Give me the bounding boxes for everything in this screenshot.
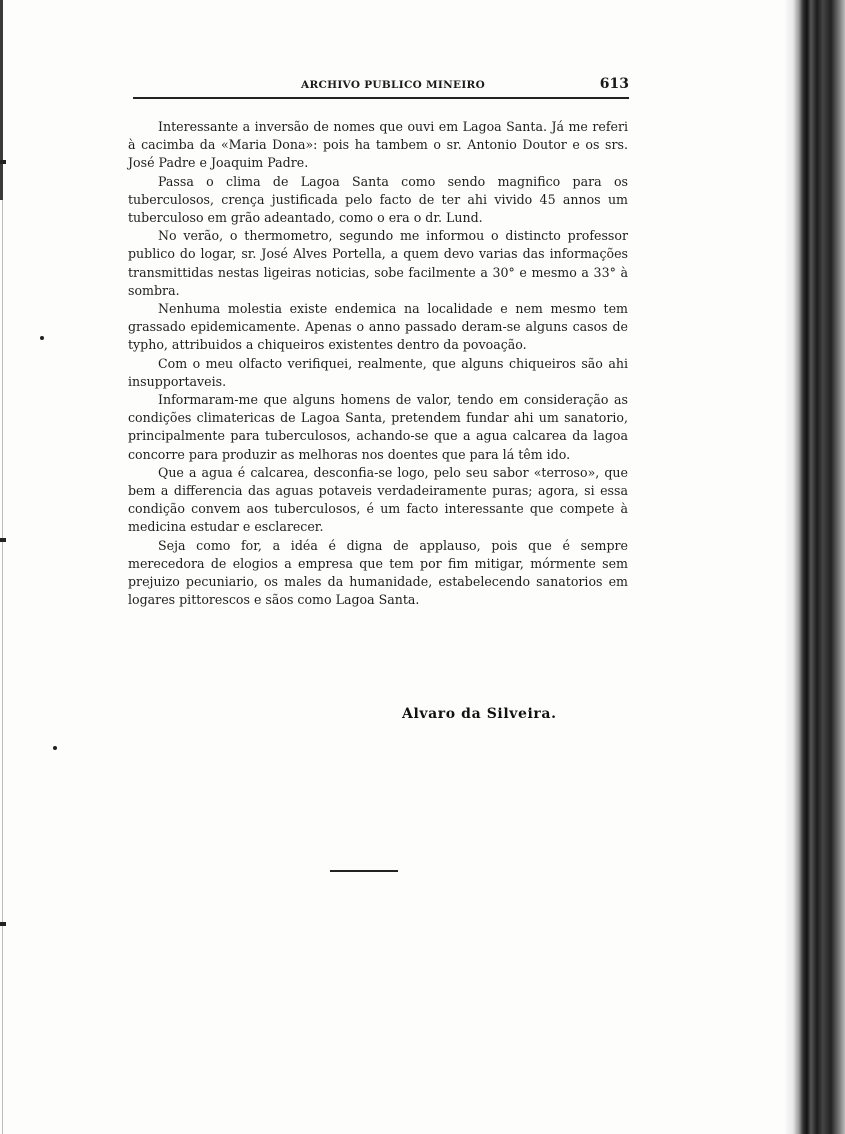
paragraph: Com o meu olfacto verifiquei, realmente, que alguns chiqueiros são ahi insupportaveis.	[128, 355, 628, 389]
page-number: 613	[599, 76, 629, 92]
margin-tick	[0, 922, 6, 926]
margin-tick	[0, 160, 6, 164]
paragraph: Interessante a inversão de nomes que ouvi em Lagoa Santa. Já me referi à cacimba da «Maria Dona»: pois ha tambem o sr. Antonio Doutor e os srs. José Padre e Joaquim Padre.	[128, 119, 628, 171]
page-header	[133, 76, 629, 98]
speck	[40, 336, 44, 340]
paragraph: No verão, o thermometro, segundo me informou o distincto professor publico do logar, sr. José Alves Portella, a quem devo varias das informações transmittidas nestas ligeiras noticias, sobe facilmente a 30° e mesmo a 33° à sombra.	[128, 228, 628, 298]
header-rule	[133, 97, 629, 99]
author-signature: Alvaro da Silveira.	[402, 706, 557, 722]
body-text	[128, 118, 628, 609]
page-gutter-shadow	[783, 0, 845, 1134]
paragraph: Informaram-me que alguns homens de valor, tendo em consideração as condições climatericas de Lagoa Santa, pretendem fundar ahi um sanatorio, principalmente para tuberculosos, achando-se que a agua calcarea da lagoa concorre para produzir as melhoras nos doentes que para lá têm ido.	[128, 392, 628, 462]
paragraph: Nenhuma molestia existe endemica na localidade e nem mesmo tem grassado epidemicamente. Apenas o anno passado deram-se alguns casos de typho, attribuidos a chiqueiros existentes dentro da povoação.	[128, 301, 628, 353]
paragraph: Que a agua é calcarea, desconfia-se logo, pelo seu sabor «terroso», que bem a differencia das aguas potaveis verdadeiramente puras; agora, si essa condição convem aos tuberculosos, é um facto interessante que compete à medicina estudar e esclarecer.	[128, 464, 628, 535]
paragraph: Passa o clima de Lagoa Santa como sendo magnifico para os tuberculosos, crença justificada pelo facto de ter ahi vivido 45 annos um tuberculoso em grão adeantado, como o era o dr. Lund.	[128, 173, 628, 226]
margin-tick	[0, 538, 6, 542]
speck	[53, 746, 57, 750]
paragraph: Seja como for, a idéa é digna de applauso, pois que é sempre merecedora de elogios a empresa que tem por fim mitigar, mórmente sem prejuizo pecuniario, os males da humanidade, estabelecendo sanatorios em logares pittorescos e sãos como Lagoa Santa.	[128, 537, 628, 608]
end-rule	[330, 870, 398, 872]
running-head: ARCHIVO PUBLICO MINEIRO	[301, 79, 486, 91]
binding-mark	[0, 0, 3, 200]
